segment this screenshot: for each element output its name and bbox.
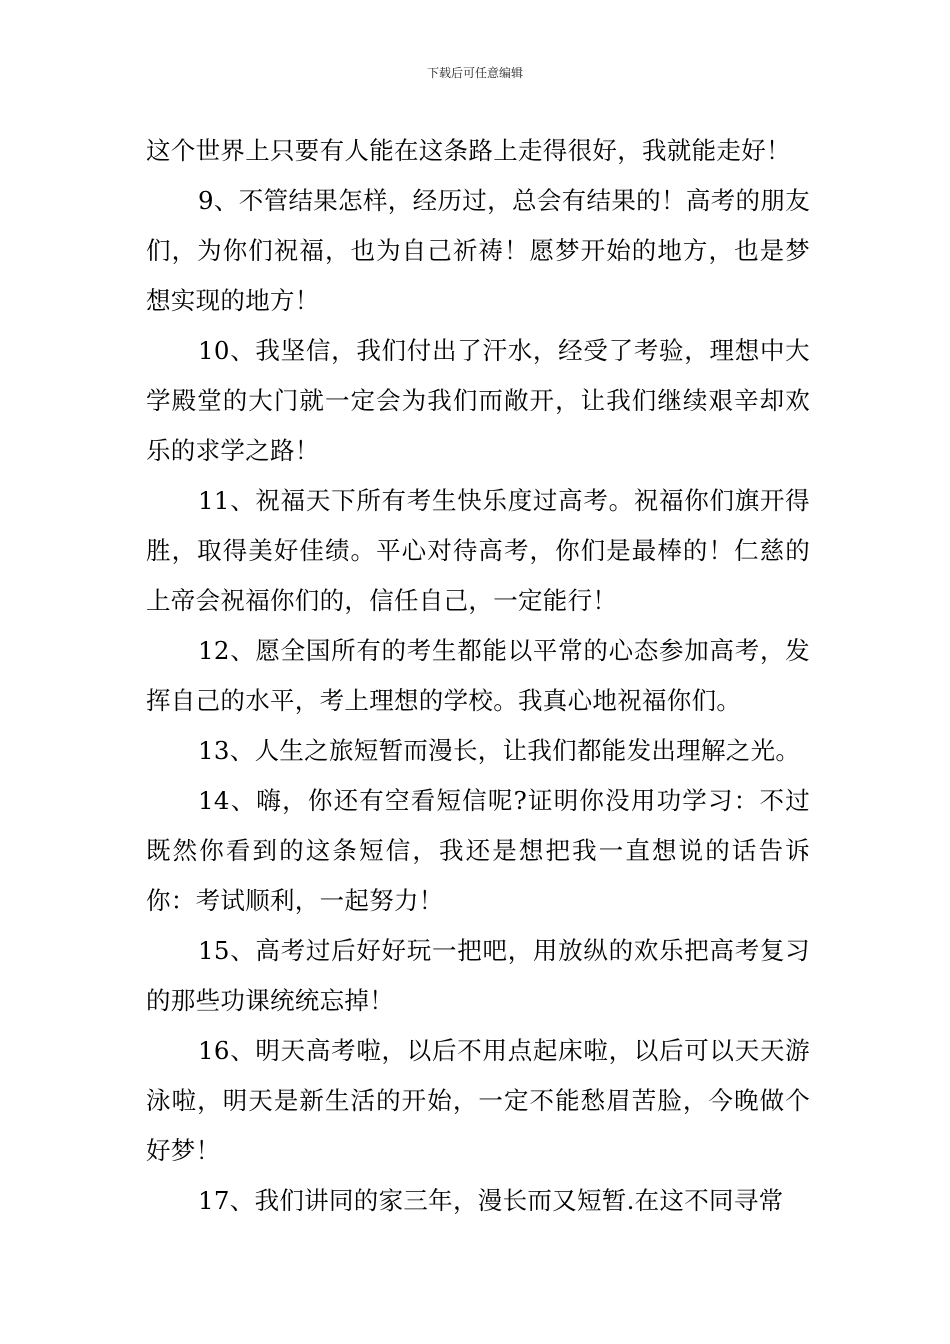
paragraph-item-17: 17、我们讲同的家三年，漫长而又短暂.在这不同寻常: [198, 1186, 784, 1215]
document-body: [146, 126, 810, 1226]
paragraph-item-11: 11、祝福天下所有考生快乐度过高考。祝福你们旗开得胜，取得美好佳绩。平心对待高考，你们是最棒的！仁慈的上帝会祝福你们的，信任自己，一定能行！: [146, 486, 810, 615]
paragraph-item-9: 9、不管结果怎样，经历过，总会有结果的！高考的朋友们，为你们祝福，也为自己祈祷！愿梦开始的地方，也是梦想实现的地方！: [146, 186, 810, 315]
paragraph-item-13: 13、人生之旅短暂而漫长，让我们都能发出理解之光。: [198, 736, 801, 765]
paragraph-item-15: 15、高考过后好好玩一把吧，用放纵的欢乐把高考复习的那些功课统统忘掉！: [146, 936, 810, 1015]
paragraph-item-16: 16、明天高考啦，以后不用点起床啦，以后可以天天游泳啦，明天是新生活的开始，一定不能愁眉苦脸，今晚做个好梦！: [146, 1036, 810, 1165]
paragraph-item-10: 10、我坚信，我们付出了汗水，经受了考验，理想中大学殿堂的大门就一定会为我们而敞开，让我们继续艰辛却欢乐的求学之路！: [146, 336, 810, 465]
page-header: 下载后可任意编辑: [426, 66, 523, 80]
paragraph-item-14: 14、嗨，你还有空看短信呢?证明你没用功学习：不过既然你看到的这条短信，我还是想把我一直想说的话告诉你：考试顺利，一起努力！: [146, 786, 810, 915]
paragraph-continuation: 这个世界上只要有人能在这条路上走得很好，我就能走好！: [146, 136, 791, 165]
paragraph-item-12: 12、愿全国所有的考生都能以平常的心态参加高考，发挥自己的水平，考上理想的学校。我真心地祝福你们。: [146, 636, 810, 715]
